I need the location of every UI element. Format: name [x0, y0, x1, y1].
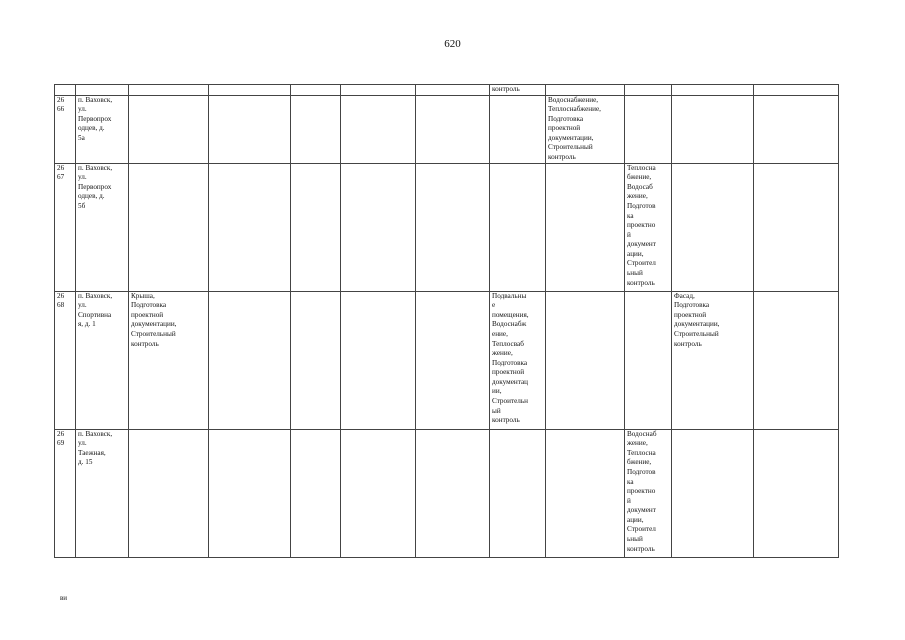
table-cell	[209, 163, 291, 291]
table-row-continuation	[55, 85, 839, 96]
table-cell	[416, 429, 490, 557]
table-cell	[76, 85, 129, 96]
table-cell-works: Крыша, Подготовка проектной документации, Строительный контроль	[129, 291, 209, 429]
table-cell-works: контроль	[490, 85, 546, 96]
row-number: 26 66	[55, 95, 76, 163]
table-cell	[546, 85, 625, 96]
table-cell-works: Водоснабжение, Теплоснабжение, Подготовка проектной документации, Строительный контроль	[546, 95, 625, 163]
row-number: 26 69	[55, 429, 76, 557]
table-cell	[209, 95, 291, 163]
table-row	[55, 163, 839, 291]
table-row	[55, 95, 839, 163]
table-cell	[209, 85, 291, 96]
row-address: п. Ваховск, ул. Таежная, д. 15	[76, 429, 129, 557]
table-cell	[625, 85, 672, 96]
row-address: п. Ваховск, ул. Первопрох одцев, д. 5а	[76, 95, 129, 163]
table-cell	[291, 291, 341, 429]
table-cell	[291, 85, 341, 96]
table-cell	[129, 429, 209, 557]
table-cell	[672, 163, 754, 291]
table-cell	[672, 429, 754, 557]
table-cell	[754, 163, 839, 291]
table-cell	[341, 95, 416, 163]
table-cell	[129, 85, 209, 96]
table-cell	[129, 95, 209, 163]
table-cell	[416, 85, 490, 96]
footer-mark: ви	[60, 594, 68, 602]
table-cell-works: Водоснаб жение, Теплосна бжение, Подготов ка проектно й документ ации, Строител ьный контроль	[625, 429, 672, 557]
table-cell	[546, 429, 625, 557]
table-cell	[209, 291, 291, 429]
table-cell	[341, 429, 416, 557]
table-row	[55, 291, 839, 429]
table-cell	[209, 429, 291, 557]
table-cell	[291, 95, 341, 163]
table-cell	[416, 95, 490, 163]
table-cell	[416, 291, 490, 429]
table-cell	[754, 429, 839, 557]
table-cell	[546, 163, 625, 291]
table-cell	[490, 95, 546, 163]
table-cell	[341, 163, 416, 291]
table-cell	[341, 291, 416, 429]
table-cell	[490, 429, 546, 557]
table-cell	[754, 95, 839, 163]
works-table	[54, 84, 839, 558]
table-cell	[754, 291, 839, 429]
table-cell	[546, 291, 625, 429]
page-number: 620	[444, 38, 461, 50]
table-cell-works: Фасад, Подготовка проектной документации, Строительный контроль	[672, 291, 754, 429]
table-cell	[625, 291, 672, 429]
table-cell	[341, 85, 416, 96]
table-cell	[416, 163, 490, 291]
table-cell	[672, 85, 754, 96]
table-cell	[672, 95, 754, 163]
table-cell	[129, 163, 209, 291]
table-cell	[625, 95, 672, 163]
table-cell	[291, 163, 341, 291]
table-cell	[291, 429, 341, 557]
row-number: 26 68	[55, 291, 76, 429]
row-number: 26 67	[55, 163, 76, 291]
table-cell-works: Теплосна бжение, Водосаб жение, Подготов ка проектно й документ ации, Строител ьный контроль	[625, 163, 672, 291]
table-cell	[55, 85, 76, 96]
table-row	[55, 429, 839, 557]
table-cell	[490, 163, 546, 291]
row-address: п. Ваховск, ул. Первопрох одцев, д. 5б	[76, 163, 129, 291]
table-cell-works: Подвальны е помещения, Водоснабж ение, Теплосваб жение, Подготовка проектной документац ии, Строительн ый контроль	[490, 291, 546, 429]
row-address: п. Ваховск, ул. Спортивна я, д. 1	[76, 291, 129, 429]
table-cell	[754, 85, 839, 96]
